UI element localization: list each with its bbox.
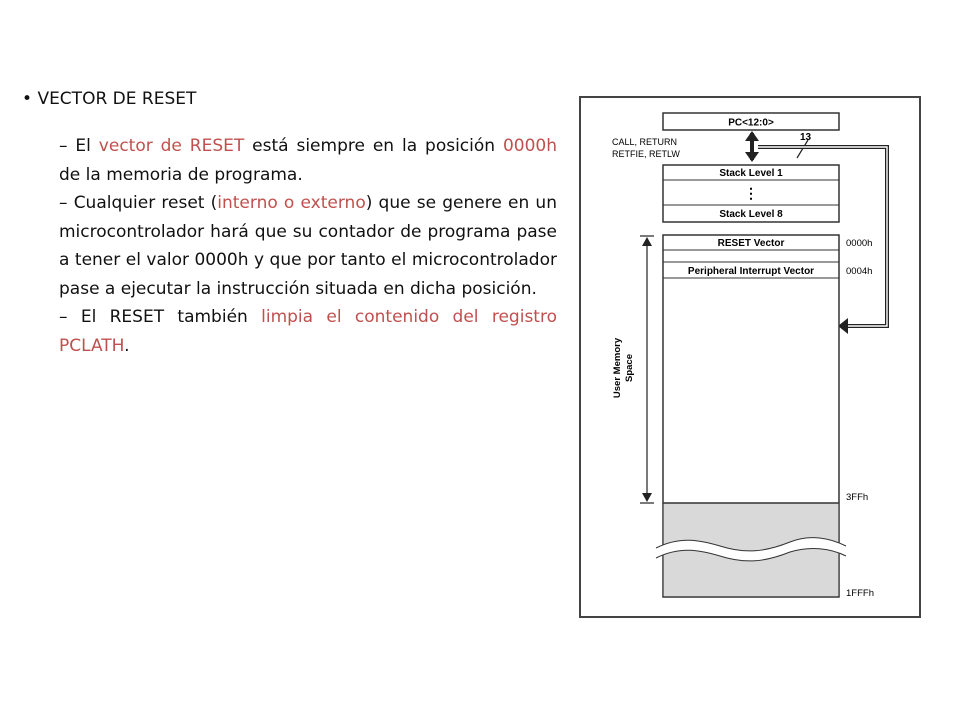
dash: – [59, 193, 74, 213]
text-run: está siempre en la posición [244, 136, 503, 156]
call-return-label: CALL, RETURN [612, 137, 678, 147]
text-run: . [124, 335, 130, 356]
text-run: Cualquier reset ( [73, 193, 218, 213]
reset-vector-label: RESET Vector [717, 238, 785, 249]
retfie-retlw-label: RETFIE, RETLW [612, 149, 680, 159]
address-0004h: 0004h [846, 266, 873, 277]
text-run: de la memoria de programa. [59, 164, 303, 185]
user-memory-space-label: Space [624, 354, 635, 382]
user-memory-label: User Memory [612, 337, 623, 399]
stack-level-1: Stack Level 1 [719, 168, 783, 179]
peripheral-vector-label: Peripheral Interrupt Vector [687, 266, 815, 277]
dash: – [59, 307, 81, 327]
pc-label: PC<12:0> [728, 117, 774, 129]
address-1fffh: 1FFFh [846, 588, 874, 599]
stack-arrow-down-head [745, 152, 759, 162]
bullet-char: • [22, 89, 33, 109]
text-run: ) que se genere en un microcontrolador hará que su contador de programa pase a tener el valor 0000h y que por tanto el microcontrolador pase a ejecutar la instrucción situada en dicha posición. [59, 193, 557, 299]
address-0000h: 0000h [846, 238, 873, 249]
address-3ffh: 3FFh [846, 492, 869, 503]
stack-level-8: Stack Level 8 [719, 209, 783, 220]
text-run: El [75, 136, 99, 156]
highlighted-text: vector de RESET [98, 136, 245, 156]
highlighted-text: 0000h [502, 136, 558, 156]
stack-arrow-up-head [745, 131, 759, 141]
highlighted-text: interno o externo [217, 193, 366, 213]
bus-width-label: 13 [800, 132, 812, 143]
heading: VECTOR DE RESET [37, 89, 197, 109]
highlighted-text: limpia el contenido del registro PCLATH [59, 307, 557, 356]
text-run: El RESET también [80, 307, 262, 327]
dimension-arrow-top [642, 237, 652, 246]
dimension-arrow-bottom [642, 493, 652, 502]
dash: – [59, 136, 76, 156]
stack-dots: ⋮ [744, 185, 758, 201]
